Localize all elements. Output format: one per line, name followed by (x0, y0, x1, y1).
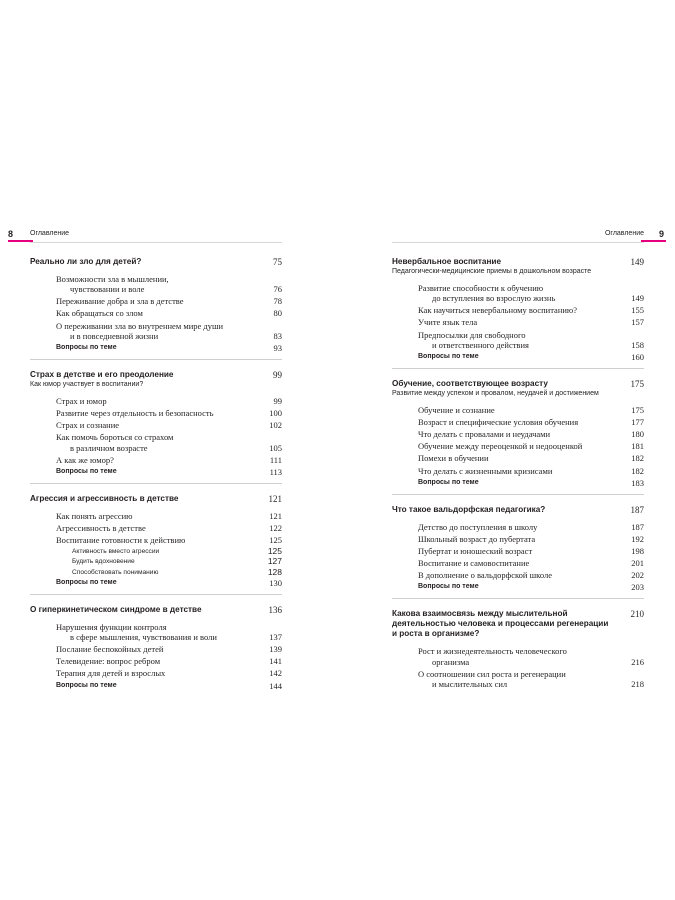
toc-chapter (392, 257, 644, 369)
entry-page-number: 80 (273, 308, 282, 319)
entry-page-number: 203 (631, 582, 644, 593)
entry-text: Школьный возраст до пубертата (418, 533, 536, 544)
entry-text-block (418, 352, 479, 362)
chapter-page-number: 121 (268, 493, 282, 504)
chapter-page-number: 187 (630, 504, 644, 515)
entry-text-continued: в сфере мышления, чувствования и воли (70, 632, 217, 643)
toc-entry (392, 405, 644, 415)
questions-entry (392, 352, 644, 362)
entry-text: Страх и сознание (56, 420, 120, 431)
toc-entry (392, 669, 644, 690)
chapter-heading (30, 605, 282, 615)
entry-text-block (56, 296, 184, 306)
toc-entry (30, 523, 282, 533)
entry-page-number: 137 (269, 632, 282, 643)
toc-entry (30, 535, 282, 545)
toc-entry (30, 408, 282, 418)
chapter-title: Какова взаимосвязь между мыслительной деятельностью человека и процессами регенерации и роста в организме? (392, 609, 609, 639)
entry-text-block (56, 578, 117, 588)
entry-text-continued: и ответственного действия (432, 339, 529, 350)
entry-page-number: 93 (273, 342, 282, 353)
toc-entry (392, 429, 644, 439)
toc-entry (30, 321, 282, 342)
entry-page-number: 180 (631, 429, 644, 440)
entry-text: Что делать с провалами и неудачами (418, 429, 551, 440)
page-number: 9 (658, 229, 664, 239)
entry-text-block (418, 405, 495, 415)
entry-text-block (418, 466, 552, 476)
entry-list (30, 396, 282, 477)
running-header: Оглавление (30, 230, 70, 237)
chapter-heading (392, 609, 644, 639)
toc-subentry (30, 568, 282, 577)
toc-chapter (392, 379, 644, 495)
entry-text: Детство до поступления в школу (418, 521, 538, 532)
entry-text-block (56, 681, 117, 691)
entry-page-number: 139 (269, 644, 282, 655)
chapter-heading (392, 505, 644, 515)
entry-page-number: 182 (631, 465, 644, 476)
entry-page-number: 83 (273, 330, 282, 341)
entry-page-number: 149 (631, 293, 644, 304)
entry-text: Возможности зла в мышлении, (56, 274, 169, 284)
toc-subentry (30, 557, 282, 566)
entry-text: Вопросы по теме (418, 583, 479, 591)
toc-chapter (30, 605, 282, 697)
entry-page-number: 130 (269, 577, 282, 588)
chapter-page-number: 136 (268, 604, 282, 615)
entry-page-number: 102 (269, 420, 282, 431)
entry-text: Что делать с жизненными кризисами (418, 465, 553, 476)
entry-text-block (56, 668, 165, 678)
entry-page-number: 122 (269, 523, 282, 534)
entry-text-block (72, 547, 159, 556)
chapter-page-number: 175 (630, 379, 644, 390)
entry-text-block (56, 622, 217, 643)
entry-text: Возраст и специфические условия обучения (418, 417, 579, 428)
entry-text-continued: чувствовании и воле (70, 284, 145, 295)
entry-list (30, 511, 282, 588)
right-page (392, 229, 664, 705)
chapter-title: Невербальное воспитание (392, 257, 502, 266)
toc-entry (30, 420, 282, 430)
chapter-title: Обучение, соответствующее возрасту (392, 379, 548, 389)
entry-text-continued: организма (432, 656, 470, 667)
toc-entry (392, 646, 644, 667)
page-header (392, 229, 664, 240)
entry-text: Вопросы по теме (56, 343, 117, 351)
toc-entry (392, 546, 644, 556)
entry-text: Будить вдохновение (72, 558, 135, 566)
entry-list (392, 283, 644, 362)
entry-text: О переживании зла во внутреннем мире души (56, 320, 224, 331)
entry-text-block (418, 570, 552, 580)
entry-text-block (56, 408, 213, 418)
entry-text: Послание беспокойных детей (56, 644, 164, 655)
entry-text: Телевидение: вопрос ребром (56, 656, 161, 667)
entry-text: Терапия для детей и взрослых (56, 668, 166, 679)
toc-entry (392, 466, 644, 476)
entry-text-block (418, 582, 479, 592)
questions-entry (392, 582, 644, 592)
entry-text: Обучение и сознание (418, 405, 495, 416)
toc-chapter (392, 609, 644, 695)
entry-page-number: 177 (631, 417, 644, 428)
chapter-heading (392, 379, 644, 389)
entry-text: А как же юмор? (56, 454, 114, 465)
toc-entry (30, 274, 282, 295)
entry-text: Развитие способности к обучению (418, 283, 544, 293)
entry-page-number: 155 (631, 305, 644, 316)
entry-text: Как понять агрессию (56, 510, 133, 521)
entry-text-block (56, 523, 146, 533)
entry-text-continued: и мыслительных сил (432, 678, 508, 689)
questions-entry (30, 343, 282, 353)
entry-text: Нарушения функции контроля (56, 621, 167, 632)
running-header: Оглавление (604, 230, 644, 237)
entry-page-number: 158 (631, 339, 644, 350)
entry-text-block (56, 343, 117, 353)
questions-entry (30, 467, 282, 477)
entry-text: В дополнение о вальдорфской школе (418, 570, 552, 581)
entry-page-number: 198 (631, 545, 644, 556)
questions-entry (30, 681, 282, 691)
entry-text-block (418, 305, 577, 315)
entry-text-block (418, 558, 529, 568)
entry-text: Учите язык тела (418, 317, 478, 328)
chapter-title: Агрессия и агрессивность в детстве (30, 493, 179, 503)
entry-text-block (56, 274, 169, 295)
entry-page-number: 187 (631, 521, 644, 532)
page-header (8, 229, 282, 240)
entry-page-number: 125 (267, 546, 282, 557)
entry-text-block (418, 441, 582, 451)
chapter-subtitle: Педагогически-медицинские приемы в дошкольном возрасте (392, 268, 592, 275)
entry-text-block (56, 396, 107, 406)
entry-text: Предпосылки для свободного (418, 329, 526, 340)
entry-text-block (56, 467, 117, 477)
toc-entry (30, 644, 282, 654)
toc-entry (392, 558, 644, 568)
chapter-page-number: 75 (273, 257, 282, 267)
toc-entry (392, 570, 644, 580)
chapter-page-number: 210 (630, 609, 644, 620)
entry-page-number: 141 (269, 656, 282, 667)
accent-bar (8, 240, 33, 242)
toc-chapter (30, 257, 282, 360)
chapter-heading (392, 257, 644, 267)
entry-text-block (418, 646, 567, 667)
chapter-list (392, 257, 644, 695)
chapter-page-number: 149 (630, 257, 644, 267)
entry-text-continued: до вступления во взрослую жизнь (432, 293, 556, 304)
entry-text-block (56, 432, 173, 453)
entry-page-number: 78 (273, 296, 282, 307)
entry-text: О соотношении сил роста и регенерации (418, 668, 566, 679)
entry-page-number: 99 (273, 396, 282, 407)
toc-entry (392, 453, 644, 463)
chapter-heading (30, 494, 282, 504)
chapter-subtitle: Развитие между успехом и провалом, неудачей и достижением (392, 390, 599, 398)
chapter-title: О гиперкинетическом синдроме в детстве (30, 604, 202, 614)
entry-text: Вопросы по теме (418, 478, 479, 486)
toc-entry (30, 432, 282, 453)
entry-text: Способствовать пониманию (72, 568, 159, 576)
toc-entry (30, 396, 282, 406)
entry-text: Пубертат и юношеский возраст (418, 545, 533, 556)
toc-entry (30, 622, 282, 643)
toc-entry (392, 522, 644, 532)
toc-entry (30, 455, 282, 465)
entry-page-number: 113 (269, 466, 282, 477)
questions-entry (30, 578, 282, 588)
toc-entry (30, 656, 282, 666)
entry-page-number: 144 (269, 680, 282, 691)
toc-entry (392, 317, 644, 327)
entry-page-number: 105 (269, 442, 282, 453)
entry-list (392, 405, 644, 488)
entry-text: Воспитание готовности к действию (56, 535, 186, 546)
toc-entry (30, 668, 282, 678)
toc-entry (30, 296, 282, 306)
entry-page-number: 100 (269, 408, 282, 419)
entry-page-number: 125 (269, 535, 282, 546)
entry-text: Вопросы по теме (418, 352, 479, 360)
entry-text-block (56, 420, 119, 430)
toc-entry (392, 417, 644, 427)
entry-text: Агрессивность в детстве (56, 523, 146, 534)
entry-text-block (418, 417, 578, 427)
entry-text-continued: и в повседневной жизни (70, 330, 159, 341)
toc-entry (392, 441, 644, 451)
entry-page-number: 192 (631, 533, 644, 544)
entry-text: Как научиться невербальному воспитанию? (418, 305, 578, 316)
entry-list (392, 646, 644, 689)
entry-page-number: 76 (273, 284, 282, 295)
entry-text-block (56, 535, 185, 545)
entry-text: Страх и юмор (56, 396, 107, 407)
chapter-title: Что такое вальдорфская педагогика? (392, 504, 546, 514)
entry-text-block (418, 522, 537, 532)
entry-page-number: 181 (631, 441, 644, 452)
toc-entry (392, 534, 644, 544)
toc-chapter (392, 505, 644, 600)
entry-page-number: 182 (631, 453, 644, 464)
entry-text: Как помочь бороться со страхом (56, 432, 174, 443)
chapter-page-number: 99 (273, 370, 282, 381)
entry-page-number: 218 (631, 678, 644, 689)
entry-text: Вопросы по теме (56, 578, 117, 586)
toc-entry (30, 511, 282, 521)
toc-entry (392, 305, 644, 315)
left-page (8, 229, 282, 707)
entry-text-block (56, 656, 160, 666)
toc-entry (30, 308, 282, 318)
entry-text-block (418, 546, 532, 556)
entry-page-number: 202 (631, 570, 644, 581)
entry-text-block (56, 511, 133, 521)
entry-text-block (72, 557, 135, 566)
chapter-heading (30, 370, 282, 380)
entry-page-number: 128 (267, 566, 282, 577)
entry-text-block (56, 644, 163, 654)
chapter-heading (30, 257, 282, 267)
chapter-title: Страх в детстве и его преодоление (30, 370, 174, 380)
entry-page-number: 175 (631, 405, 644, 416)
entry-page-number: 157 (631, 317, 644, 328)
entry-text-continued: в различном возрасте (70, 442, 148, 453)
entry-text-block (418, 669, 566, 690)
questions-entry (392, 478, 644, 488)
entry-text-block (418, 478, 479, 488)
entry-text: Развитие через отдельность и безопасность (56, 408, 214, 419)
entry-text-block (56, 455, 114, 465)
entry-page-number: 142 (269, 668, 282, 679)
entry-text: Активность вместо агрессии (72, 548, 160, 556)
entry-text: Вопросы по теме (56, 681, 117, 689)
toc-entry (392, 330, 644, 351)
entry-list (30, 274, 282, 353)
entry-text-block (418, 453, 489, 463)
entry-text: Рост и жизнедеятельность человеческого (418, 646, 567, 657)
entry-text-block (72, 568, 158, 577)
chapter-list (30, 257, 282, 697)
entry-text: Воспитание и самовоспитание (418, 558, 530, 568)
entry-page-number: 201 (631, 558, 644, 568)
entry-text: Обучение между переоценкой и недооценкой (418, 441, 583, 452)
header-rule (392, 242, 644, 243)
entry-text-block (56, 308, 143, 318)
entry-text: Вопросы по теме (56, 467, 117, 475)
entry-page-number: 127 (267, 556, 282, 567)
header-rule (30, 242, 282, 243)
chapter-title: Реально ли зло для детей? (30, 257, 142, 266)
entry-text-block (418, 330, 529, 351)
entry-text: Как обращаться со злом (56, 308, 143, 319)
entry-list (30, 622, 282, 691)
entry-text-block (418, 283, 555, 304)
entry-text-block (418, 534, 535, 544)
entry-text: Помехи в обучении (418, 453, 489, 464)
toc-subentry (30, 547, 282, 556)
chapter-subtitle: Как юмор участвует в воспитании? (30, 381, 144, 389)
entry-page-number: 111 (269, 454, 282, 465)
entry-text-block (56, 321, 223, 342)
entry-text-block (418, 429, 550, 439)
entry-text-block (418, 317, 477, 327)
toc-chapter (30, 494, 282, 595)
entry-page-number: 121 (269, 510, 282, 521)
page-number: 8 (8, 229, 14, 239)
entry-text: Переживание добра и зла в детстве (56, 296, 184, 307)
accent-bar (641, 240, 666, 242)
toc-chapter (30, 370, 282, 484)
toc-entry (392, 283, 644, 304)
entry-list (392, 522, 644, 593)
entry-page-number: 216 (631, 656, 644, 667)
entry-page-number: 160 (631, 351, 644, 362)
entry-page-number: 183 (631, 477, 644, 488)
